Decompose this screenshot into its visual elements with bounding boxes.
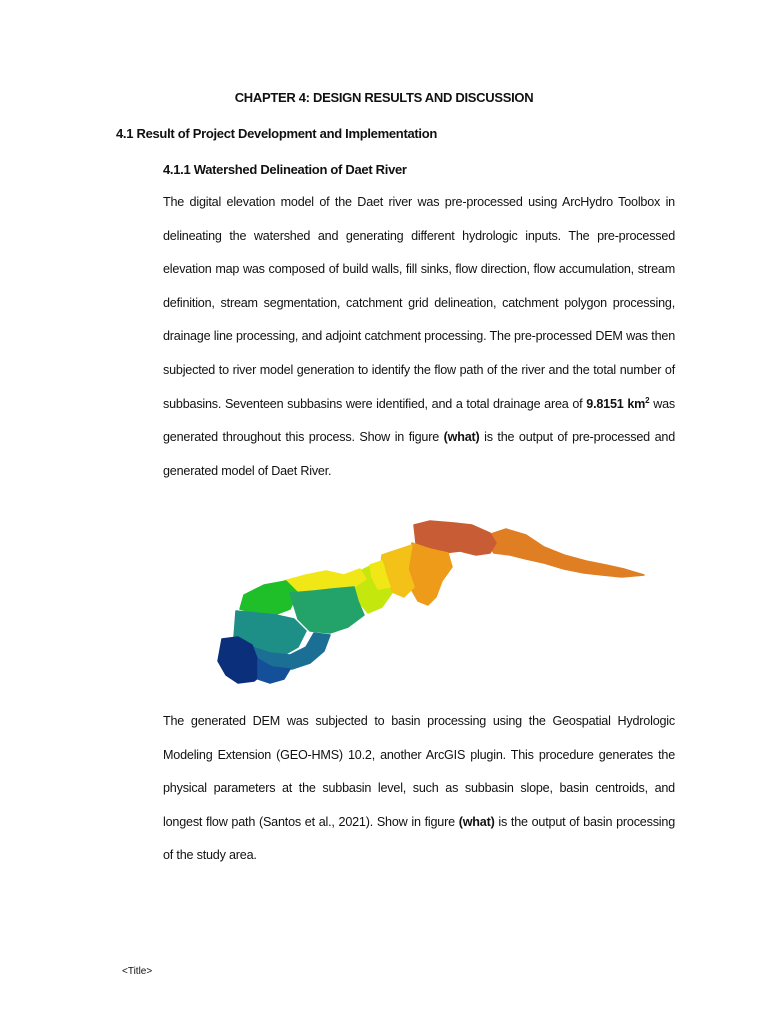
chapter-title: CHAPTER 4: DESIGN RESULTS AND DISCUSSION <box>234 90 534 105</box>
subbasin-green-north <box>240 581 298 615</box>
footer-title-placeholder: <Title> <box>122 966 153 977</box>
paragraph1-text-a: The digital elevation model of the Daet river was pre-processed using ArcHydro Toolbox in delineating the watershed and generating different hydrologic inputs. The pre-processed elevation map was composed of build walls, fill sinks, flow direction, flow accumulation, stream definition, stream segmentation, catchment grid delineation, catchment polygon processing, drainage line processing, and adjoint catchment processing. The pre-processed DEM was then subjected to river model generation to identify the flow path of the river and the total number of subbasins. Seventeen subbasins were identified, and a total drainage area of <box>163 195 675 411</box>
area-unit-superscript: 2 <box>645 395 650 405</box>
paragraph2-text-b: is the output of basin processing of the study area. <box>163 814 675 863</box>
paragraph-basin-processing <box>163 705 675 873</box>
drainage-area-value: 9.8151 $km^2$ <box>586 395 650 411</box>
section-title: 4.1 Result of Project Development and Implementation <box>116 126 438 141</box>
paragraph2-text-a: The generated DEM was subjected to basin processing using the Geospatial Hydrologic Modeling Extension (GEO-HMS) 10.2, another ArcGIS plugin. This procedure generates the physical parameters at the subbasin level, such as subbasin slope, basin centroids, and longest flow path (Santos et al., 2021). Show in figure <box>163 714 675 829</box>
paragraph1-text-c: is the output of pre-processed and generated model of Daet River. <box>163 430 675 478</box>
figure-reference-what-2: (what) <box>458 814 495 829</box>
watershed-map-figure <box>214 515 650 687</box>
subbasin-east-tail <box>482 529 644 577</box>
paragraph1-text-b: was generated throughout this process. Show in figure <box>163 396 675 445</box>
subsection-title: 4.1.1 Watershed Delineation of Daet River <box>163 162 407 177</box>
paragraph-watershed-delineation <box>163 186 675 488</box>
subbasin-polygons <box>218 521 644 683</box>
figure-reference-what: (what) <box>443 430 480 445</box>
